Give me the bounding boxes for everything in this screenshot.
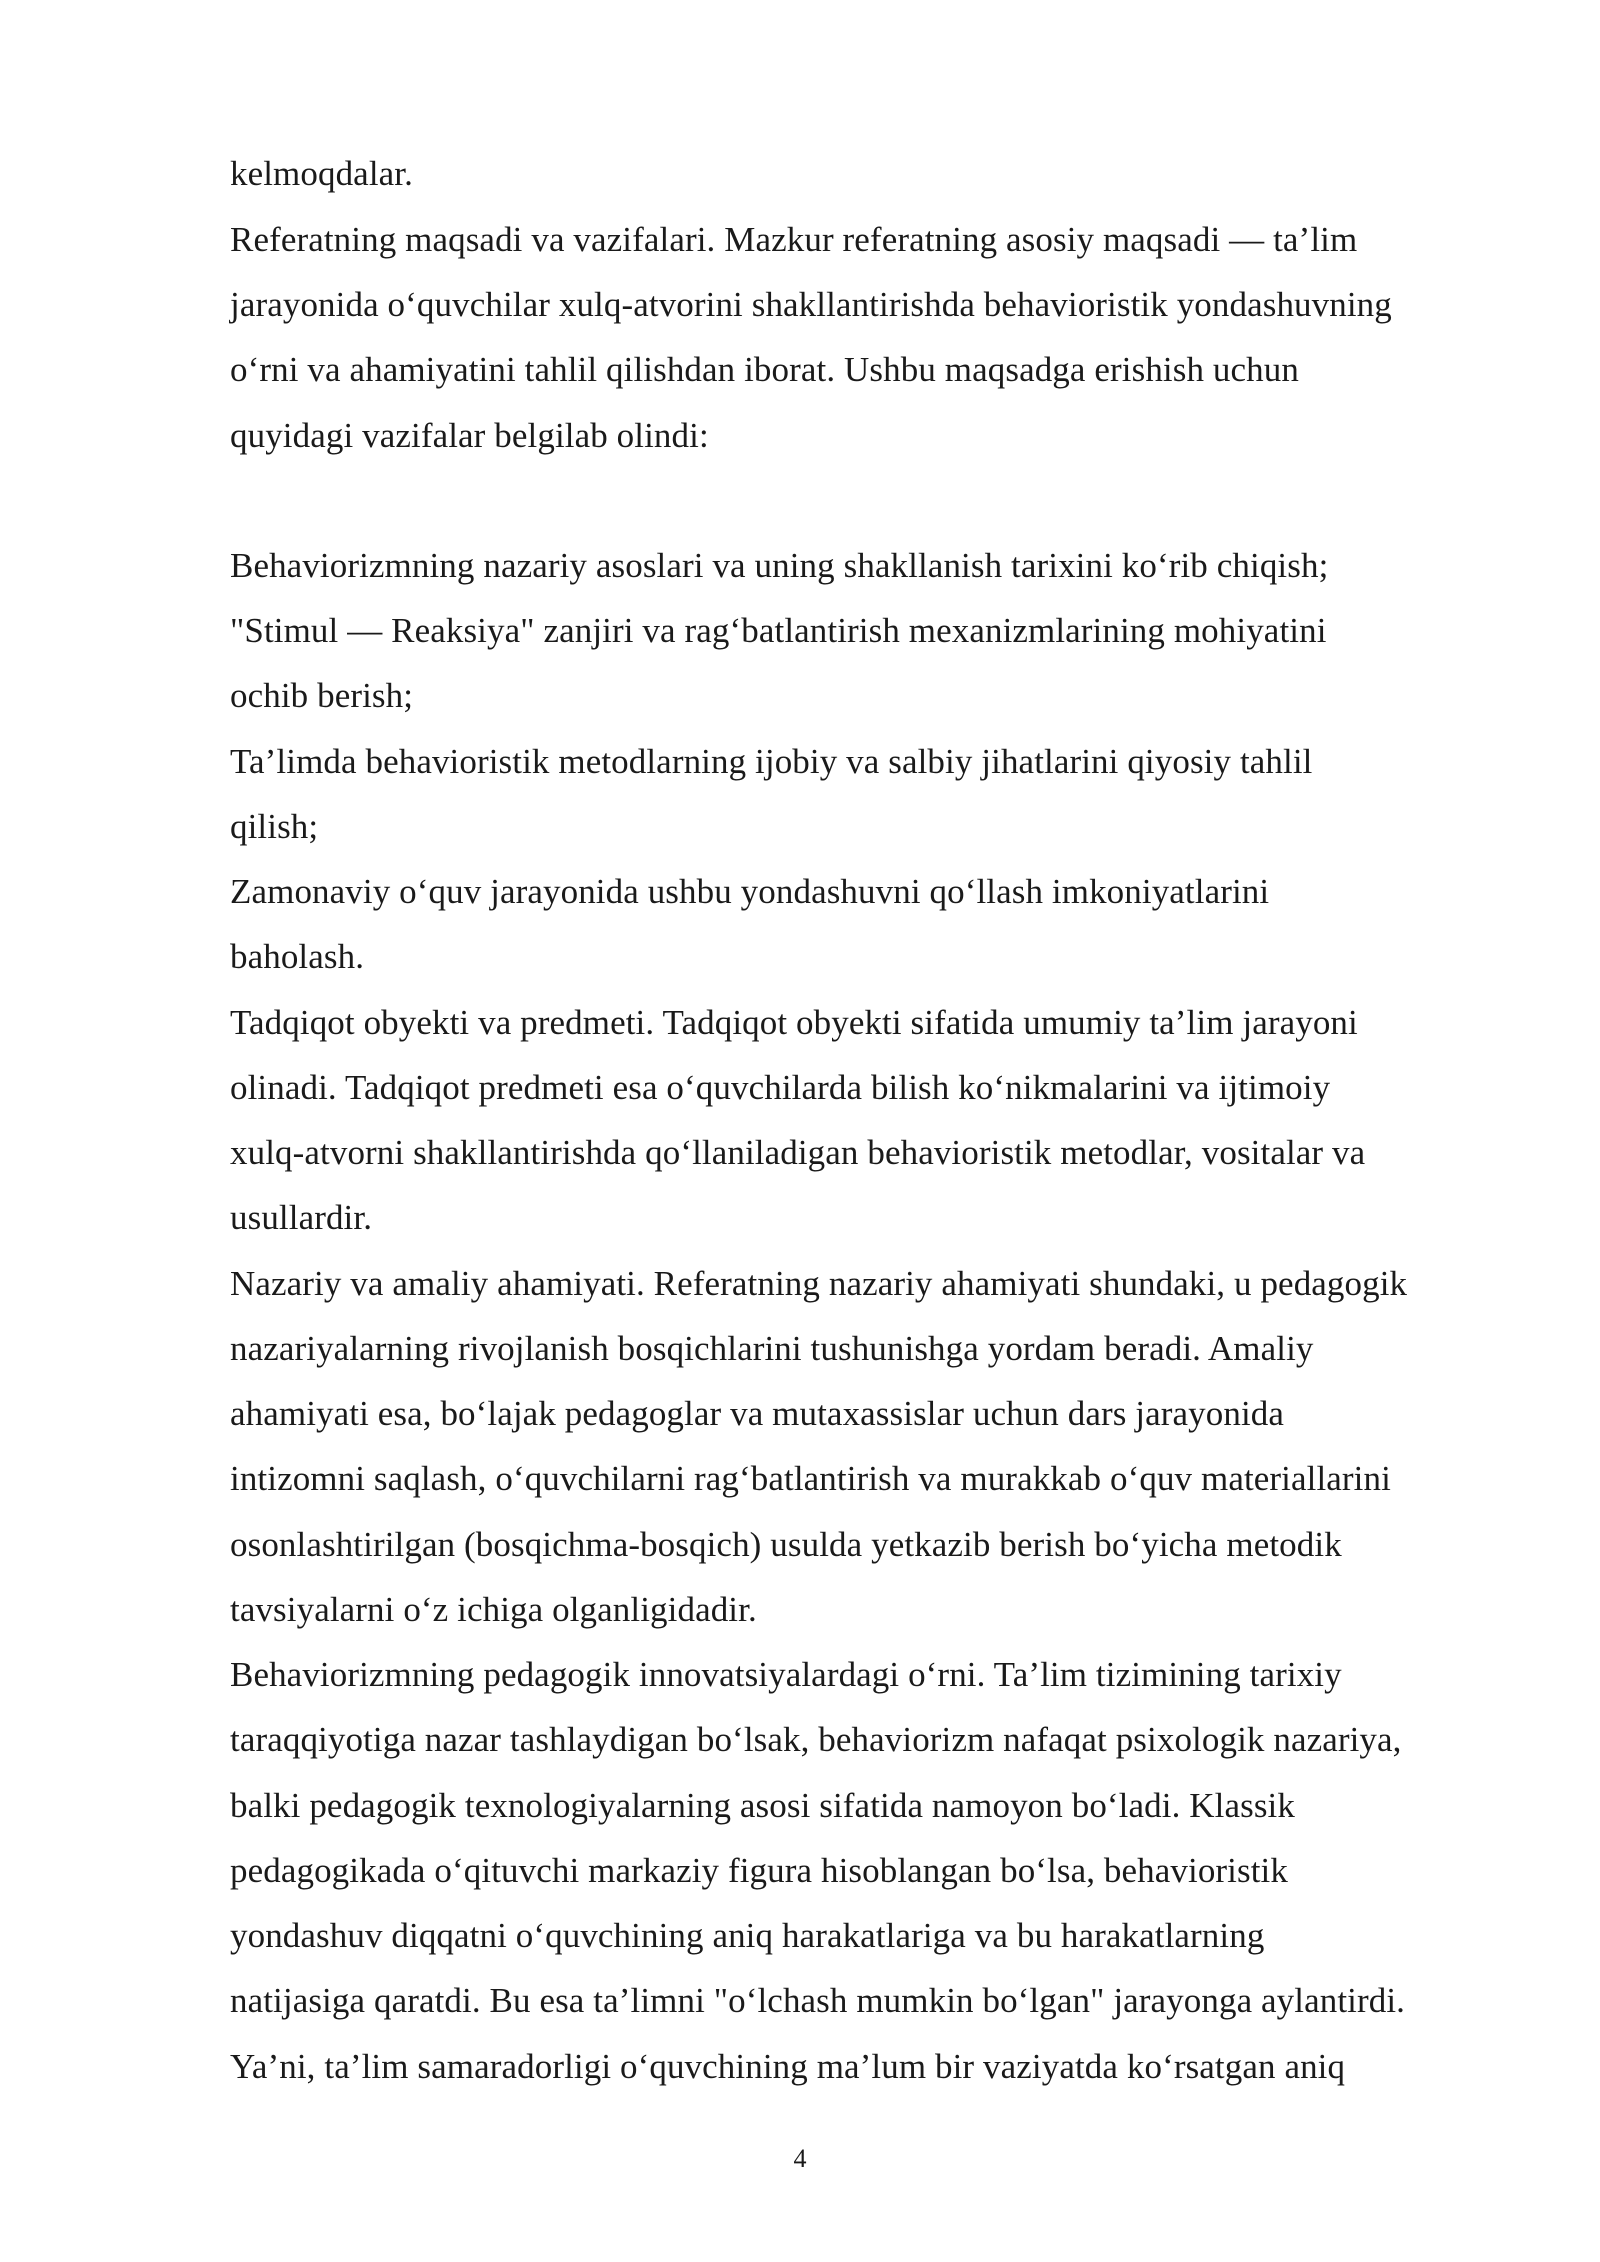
text-line: Nazariy va amaliy ahamiyati. Referatning nazariy ahamiyati shundaki, u pedagogik bbox=[230, 1264, 1408, 1303]
text-line: Behaviorizmning pedagogik innovatsiyalardagi o‘rni. Ta’lim tizimining tarixiy bbox=[230, 1655, 1342, 1694]
text-line: ahamiyati esa, bo‘lajak pedagoglar va mutaxassislar uchun dars jarayonida bbox=[230, 1394, 1285, 1433]
text-line: tavsiyalarni o‘z ichiga olganligidadir. bbox=[230, 1590, 757, 1629]
text-line: o‘rni va ahamiyatini tahlil qilishdan iborat. Ushbu maqsadga erishish uchun bbox=[230, 350, 1299, 389]
list-item: Zamonaviy o‘quv jarayonida ushbu yondashuvni qo‘llash imkoniyatlarini bbox=[230, 872, 1270, 911]
text-line: baholash. bbox=[230, 937, 365, 976]
text-line: kelmoqdalar. bbox=[230, 154, 413, 193]
text-line: jarayonida o‘quvchilar xulq-atvorini shakllantirishda behavioristik yondashuvning bbox=[230, 285, 1392, 324]
text-line: xulq-atvorni shakllantirishda qo‘llaniladigan behavioristik metodlar, vositalar va bbox=[230, 1133, 1366, 1172]
list-item: Behaviorizmning nazariy asoslari va uning shakllanish tarixini ko‘rib chiqish; bbox=[230, 546, 1329, 585]
text-line: intizomni saqlash, o‘quvchilarni rag‘batlantirish va murakkab o‘quv materiallarini bbox=[230, 1459, 1391, 1498]
page-number: 4 bbox=[793, 2144, 807, 2173]
text-line: quyidagi vazifalar belgilab olindi: bbox=[230, 416, 709, 455]
text-line: Referatning maqsadi va vazifalari. Mazkur referatning asosiy maqsadi — ta’lim bbox=[230, 220, 1358, 259]
text-line: osonlashtirilgan (bosqichma-bosqich) usulda yetkazib berish bo‘yicha metodik bbox=[230, 1525, 1342, 1564]
text-line: yondashuv diqqatni o‘quvchining aniq harakatlariga va bu harakatlarning bbox=[230, 1916, 1265, 1955]
text-line: taraqqiyotiga nazar tashlaydigan bo‘lsak, behaviorizm nafaqat psixologik nazariya, bbox=[230, 1720, 1402, 1759]
text-line: pedagogikada o‘qituvchi markaziy figura hisoblangan bo‘lsa, behavioristik bbox=[230, 1851, 1288, 1890]
text-line: olinadi. Tadqiqot predmeti esa o‘quvchilarda bilish ko‘nikmalarini va ijtimoiy bbox=[230, 1068, 1331, 1107]
text-line: Ya’ni, ta’lim samaradorligi o‘quvchining ma’lum bir vaziyatda ko‘rsatgan aniq bbox=[230, 2047, 1346, 2086]
text-line: ochib berish; bbox=[230, 676, 414, 715]
list-item: Ta’limda behavioristik metodlarning ijobiy va salbiy jihatlarini qiyosiy tahlil bbox=[230, 742, 1313, 781]
list-item: "Stimul — Reaksiya" zanjiri va rag‘batlantirish mexanizmlarining mohiyatini bbox=[230, 611, 1327, 650]
text-line: qilish; bbox=[230, 807, 319, 846]
text-line: Tadqiqot obyekti va predmeti. Tadqiqot obyekti sifatida umumiy ta’lim jarayoni bbox=[230, 1003, 1358, 1042]
text-line: balki pedagogik texnologiyalarning asosi sifatida namoyon bo‘ladi. Klassik bbox=[230, 1786, 1295, 1825]
text-line: natijasiga qaratdi. Bu esa ta’limni "o‘lchash mumkin bo‘lgan" jarayonga aylantirdi. bbox=[230, 1981, 1406, 2020]
text-line: usullardir. bbox=[230, 1198, 373, 1237]
text-line: nazariyalarning rivojlanish bosqichlarini tushunishga yordam beradi. Amaliy bbox=[230, 1329, 1314, 1368]
